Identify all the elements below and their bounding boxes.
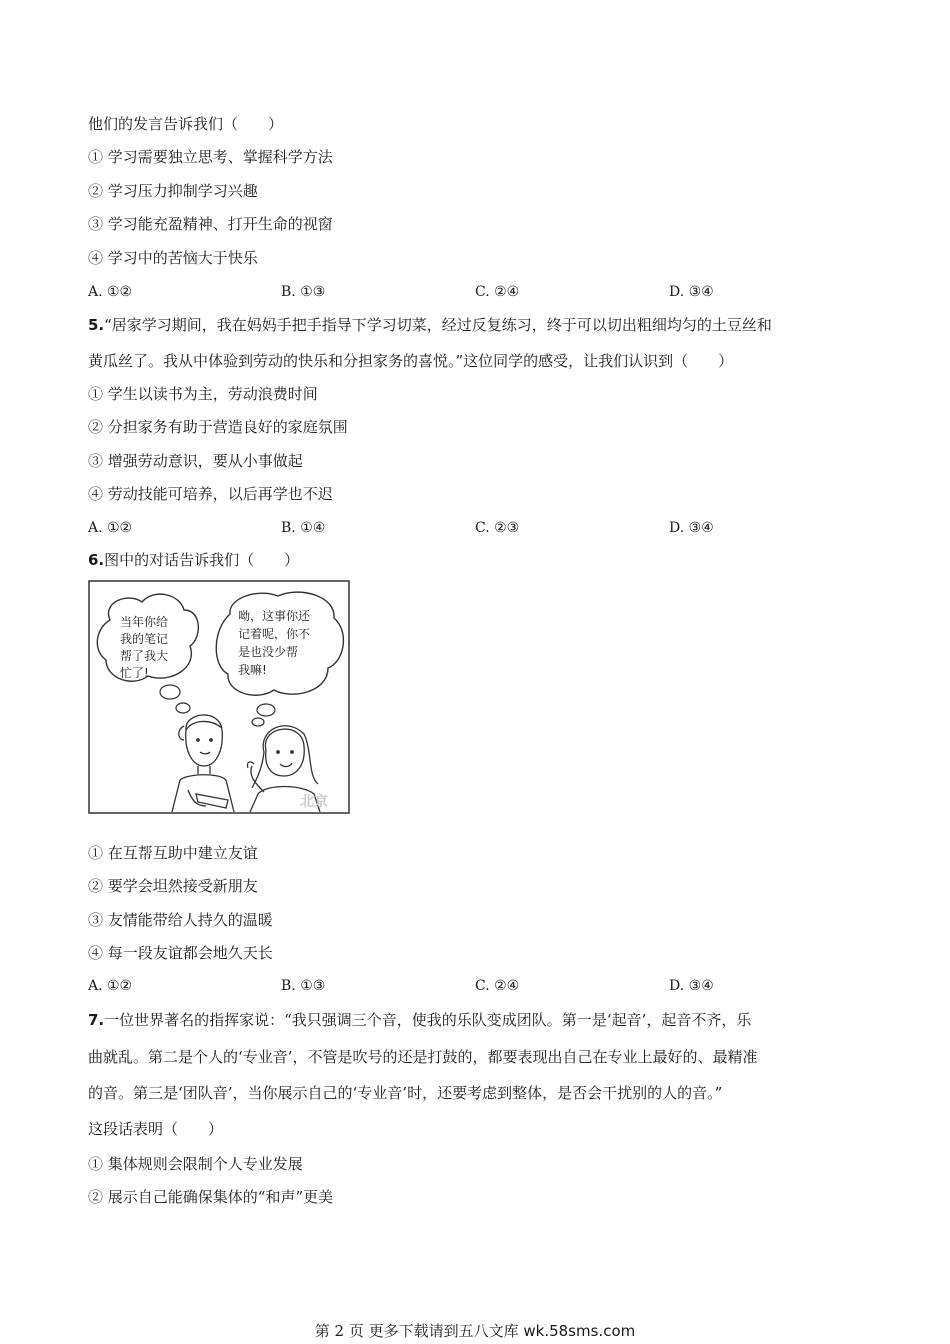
q5-stem-line-1 <box>88 315 772 335</box>
q4-choice-a[interactable]: A. ①② <box>88 284 133 300</box>
q7-stem-line-1 <box>88 1010 751 1030</box>
q6-choice-b[interactable]: B. ①③ <box>281 978 326 994</box>
q4-item-2: ② 学习压力抑制学习兴趣 <box>88 182 258 200</box>
q6-choices <box>88 976 788 996</box>
bubble-right-line-3: 是也没少帮 <box>238 645 299 659</box>
footer-text: 第 2 页 更多下载请到五八文库 <box>314 1322 524 1340</box>
q6-stem <box>88 550 299 570</box>
q5-choice-d[interactable]: D. ③④ <box>669 520 714 536</box>
bubble-left-line-3: 帮了我大 <box>120 649 169 663</box>
q5-item-2: ② 分担家务有助于营造良好的家庭氛围 <box>88 418 348 436</box>
q4-choice-c[interactable]: C. ②④ <box>475 284 520 300</box>
q5-item-1: ① 学生以读书为主，劳动浪费时间 <box>88 385 318 403</box>
q4-stem-tail: 他们的发言告诉我们（ ） <box>88 115 284 133</box>
q6-choice-d[interactable]: D. ③④ <box>669 978 714 994</box>
q4-choice-b[interactable]: B. ①③ <box>281 284 326 300</box>
q6-item-1: ① 在互帮互助中建立友谊 <box>88 844 258 862</box>
q4-item-4: ④ 学习中的苦恼大于快乐 <box>88 249 258 267</box>
q4-choices <box>88 282 788 302</box>
q6-stem-text: 图中的对话告诉我们（ ） <box>104 551 300 569</box>
q6-item-3: ③ 友情能带给人持久的温暖 <box>88 911 273 929</box>
q7-stem-line-4: 这段话表明（ ） <box>88 1120 224 1138</box>
q5-stem-line-2: 黄瓜丝了。我从中体验到劳动的快乐和分担家务的喜悦。”这位同学的感受，让我们认识到（ ） <box>88 352 734 370</box>
q6-number: 6. <box>88 551 105 569</box>
q5-choice-b[interactable]: B. ①④ <box>281 520 326 536</box>
q5-item-3: ③ 增强劳动意识，要从小事做起 <box>88 452 303 470</box>
bubble-left-line-1: 当年你给 <box>120 615 169 629</box>
q4-item-3: ③ 学习能充盈精神、打开生命的视窗 <box>88 215 333 233</box>
bubble-left-line-4: 忙了! <box>120 666 149 680</box>
bubble-right-line-4: 我嘛! <box>238 663 267 677</box>
q4-choice-d[interactable]: D. ③④ <box>669 284 714 300</box>
bubble-right-line-2: 记着呢，你不 <box>238 627 311 641</box>
bubble-right-line-1: 呦，这事你还 <box>238 609 311 623</box>
q7-stem-text-1: 一位世界著名的指挥家说：“我只强调三个音，使我的乐队变成团队。第一是‘起音’，起音不齐，乐 <box>104 1011 752 1029</box>
q5-item-4: ④ 劳动技能可培养，以后再学也不迟 <box>88 485 333 503</box>
bubble-left-line-2: 我的笔记 <box>120 632 169 646</box>
q6-choice-c[interactable]: C. ②④ <box>475 978 520 994</box>
q7-number: 7. <box>88 1011 105 1029</box>
q6-item-2: ② 要学会坦然接受新朋友 <box>88 877 258 895</box>
cartoon-illustration <box>88 580 350 814</box>
q6-item-4: ④ 每一段友谊都会地久天长 <box>88 944 273 962</box>
q4-item-1: ① 学习需要独立思考、掌握科学方法 <box>88 148 333 166</box>
q7-stem-line-3: 的音。第三是‘团队音’，当你展示自己的‘专业音’时，还要考虑到整体，是否会干扰别的人的音。” <box>88 1084 723 1102</box>
q5-number: 5. <box>88 316 105 334</box>
q6-choice-a[interactable]: A. ①② <box>88 978 133 994</box>
q7-item-1: ① 集体规则会限制个人专业发展 <box>88 1155 303 1173</box>
q6-cartoon-figure <box>88 580 350 814</box>
q5-choice-c[interactable]: C. ②③ <box>475 520 520 536</box>
q5-stem-text-1: “居家学习期间，我在妈妈手把手指导下学习切菜，经过反复练习，终于可以切出粗细均匀的土豆丝和 <box>104 316 772 334</box>
q7-item-2: ② 展示自己能确保集体的“和声”更美 <box>88 1188 334 1206</box>
q5-choices <box>88 518 788 538</box>
page-footer <box>0 1321 950 1341</box>
q5-choice-a[interactable]: A. ①② <box>88 520 133 536</box>
footer-url-link[interactable]: wk.58sms.com <box>523 1322 636 1340</box>
watermark-text: 北京 <box>300 794 328 810</box>
q7-stem-line-2: 曲就乱。第二是个人的‘专业音’，不管是吹号的还是打鼓的，都要表现出自己在专业上最好的、最精准 <box>88 1048 758 1066</box>
